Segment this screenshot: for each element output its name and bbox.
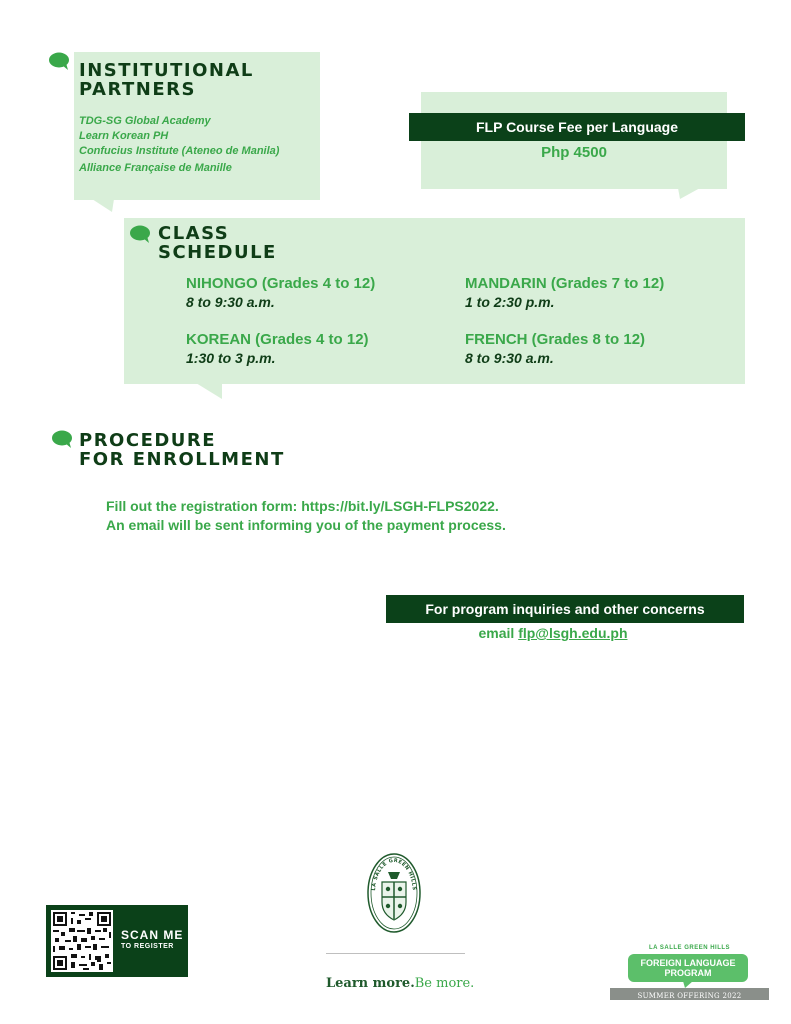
school-seal — [366, 852, 422, 934]
course-mandarin — [465, 274, 664, 311]
seal-text: LA SALLE GREEN HILLS — [371, 857, 417, 891]
qr-code[interactable] — [51, 910, 113, 972]
list-item: Learn Korean PH — [79, 130, 169, 142]
procedure-text — [106, 497, 506, 535]
qr-code-icon — [51, 910, 113, 972]
qr-caption-sub: TO REGISTER — [121, 943, 174, 950]
speech-bubble-icon — [48, 52, 70, 70]
list-item: TDG-SG Global Academy — [79, 115, 211, 127]
tagline-part1: Learn more. — [326, 976, 415, 991]
course-korean — [186, 330, 369, 367]
footer-divider — [326, 953, 465, 954]
qr-caption-main: SCAN ME — [121, 928, 184, 942]
partners-panel-tail — [92, 199, 116, 213]
course-nihongo — [186, 274, 375, 311]
procedure-line: An email will be sent informing you of the payment process. — [106, 517, 506, 533]
course-name: FRENCH (Grades 8 to 12) — [465, 331, 646, 348]
inquiries-label: For program inquiries and other concerns — [425, 601, 705, 617]
tagline-part2: Be more. — [414, 976, 475, 991]
inquiries-email-line — [386, 625, 720, 641]
course-name: NIHONGO (Grades 4 to 12) — [186, 275, 376, 292]
fee-panel-tail — [678, 188, 702, 200]
speech-bubble-icon — [129, 225, 151, 243]
fee-label-bar — [409, 113, 745, 141]
program-logo-title: FOREIGN LANGUAGE PROGRAM — [640, 958, 736, 978]
procedure-heading: PROCEDURE FOR ENROLLMENT — [79, 430, 285, 470]
fee-label: FLP Course Fee per Language — [475, 119, 678, 135]
course-french — [465, 330, 645, 367]
list-item: Confucius Institute (Ateneo de Manila) — [79, 145, 280, 157]
course-name: KOREAN (Grades 4 to 12) — [186, 331, 369, 348]
schedule-panel-tail — [196, 383, 224, 401]
qr-caption — [121, 929, 183, 951]
speech-bubble-icon — [51, 430, 73, 448]
footer-tagline — [326, 976, 475, 991]
fee-amount: Php 4500 — [541, 144, 607, 161]
course-time: 1 to 2:30 p.m. — [465, 294, 555, 310]
procedure-line: Fill out the registration form: https://bit.ly/LSGH-FLPS2022. — [106, 498, 499, 514]
program-logo — [610, 945, 769, 1001]
schedule-heading: CLASS SCHEDULE — [158, 223, 277, 263]
list-item: Alliance Française de Manille — [79, 162, 232, 174]
course-time: 8 to 9:30 a.m. — [186, 294, 275, 310]
partners-heading: INSTITUTIONAL PARTNERS — [79, 60, 254, 100]
partners-list — [79, 114, 279, 176]
email-link[interactable]: flp@lsgh.edu.ph — [518, 625, 628, 641]
course-time: 1:30 to 3 p.m. — [186, 350, 276, 366]
course-time: 8 to 9:30 a.m. — [465, 350, 554, 366]
email-prefix: email — [478, 625, 519, 641]
program-logo-top: LA SALLE GREEN HILLS — [648, 945, 731, 951]
course-name: MANDARIN (Grades 7 to 12) — [465, 275, 665, 292]
program-logo-bottom: SUMMER OFFERING 2022 — [610, 988, 769, 1000]
inquiries-bar — [386, 595, 744, 623]
